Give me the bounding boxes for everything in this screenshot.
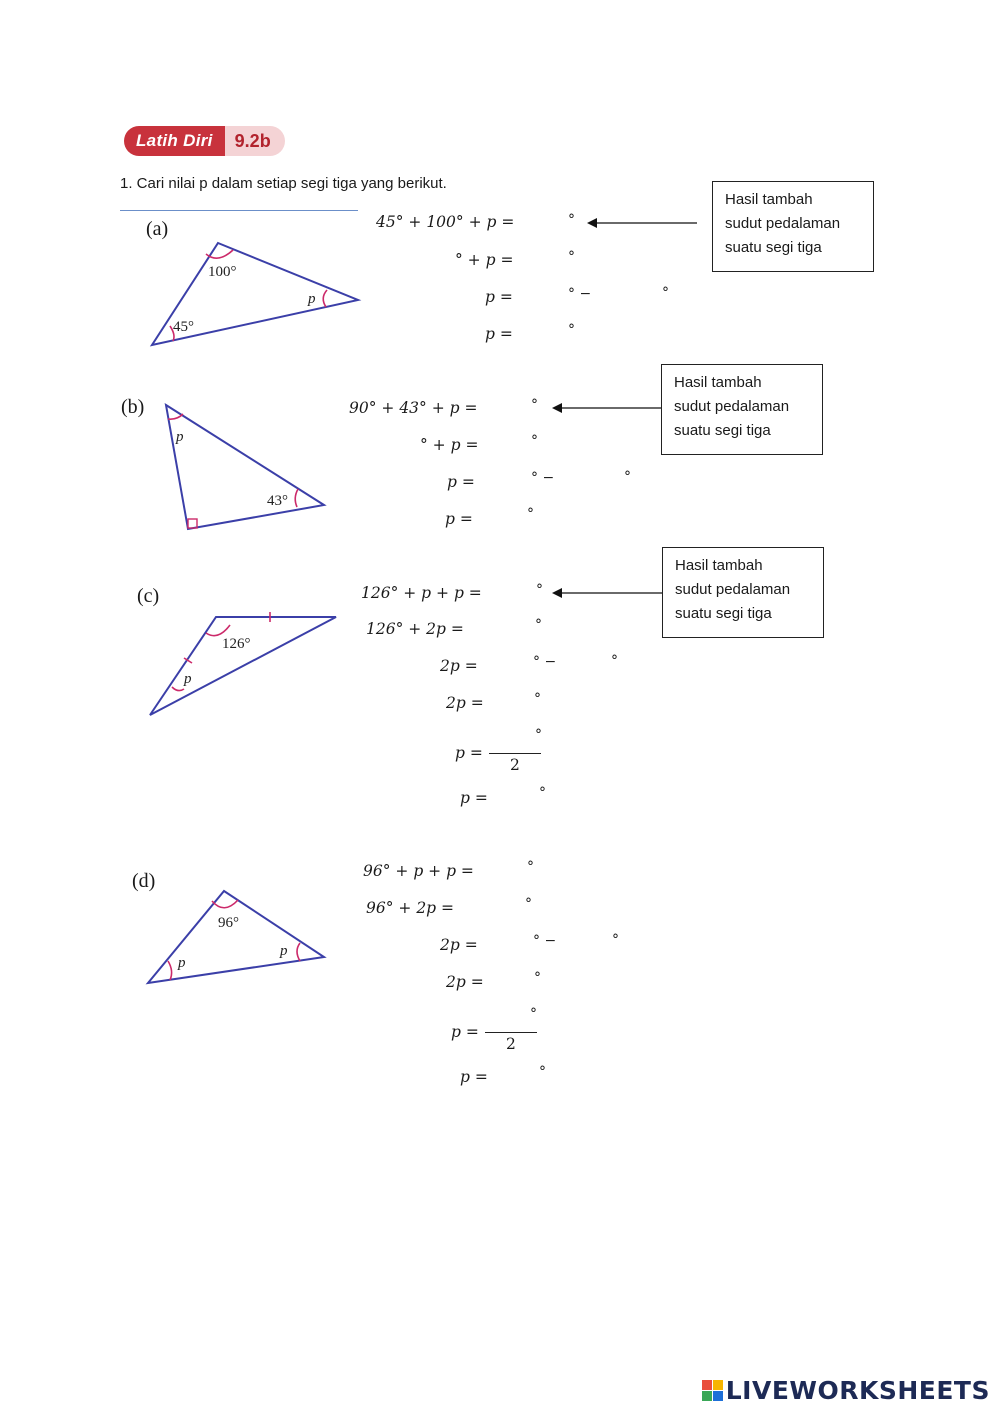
deg-d-4: ° bbox=[534, 970, 541, 986]
eq-b-3: p = bbox=[447, 473, 475, 491]
eq-b-1: 90° + 43° + p = bbox=[349, 399, 478, 417]
angle-d-left: p bbox=[178, 955, 186, 971]
liveworksheets-logo[interactable] bbox=[702, 1376, 990, 1405]
label-c: (c) bbox=[137, 585, 160, 607]
minus-a-3: ° − bbox=[568, 286, 592, 302]
deg-b-3b: ° bbox=[624, 469, 631, 485]
liveworksheets-icon bbox=[702, 1380, 723, 1401]
note-box-a bbox=[712, 181, 874, 272]
angle-d-right: p bbox=[280, 943, 288, 959]
note-b-line-2: sudut pedalaman bbox=[674, 398, 790, 415]
angle-a-top: 100° bbox=[208, 264, 237, 280]
deg-c-1: ° bbox=[536, 582, 543, 598]
angle-b-right: 43° bbox=[267, 493, 288, 509]
angle-c-top: 126° bbox=[222, 636, 251, 652]
triangle-b bbox=[150, 395, 340, 535]
eq-d-2: 96° + 2p = bbox=[366, 899, 455, 917]
eq-c-5: p = bbox=[455, 744, 483, 762]
note-box-c bbox=[662, 547, 824, 638]
minus-c-3: ° − bbox=[533, 654, 557, 670]
deg-d-5: ° bbox=[530, 1006, 537, 1022]
eq-d-1: 96° + p + p = bbox=[363, 862, 474, 880]
eq-c-3: 2p = bbox=[440, 657, 478, 675]
deg-c-3b: ° bbox=[611, 653, 618, 669]
brand-text: LIVEWORKSHEETS bbox=[725, 1376, 990, 1405]
deg-a-1: ° bbox=[568, 212, 575, 228]
arrow-c bbox=[550, 584, 663, 602]
deg-c-5: ° bbox=[535, 727, 542, 743]
instruction-text: 1. Cari nilai p dalam setiap segi tiga yang berikut. bbox=[120, 175, 447, 192]
exercise-badge bbox=[124, 126, 296, 156]
eq-c-1: 126° + p + p = bbox=[361, 584, 482, 602]
triangle-d bbox=[140, 885, 335, 990]
minus-b-3: ° − bbox=[531, 470, 555, 486]
angle-d-top: 96° bbox=[218, 915, 239, 931]
deg-d-3b: ° bbox=[612, 932, 619, 948]
eq-b-2: ° + p = bbox=[420, 436, 479, 454]
note-box-b bbox=[661, 364, 823, 455]
deg-b-2: ° bbox=[531, 433, 538, 449]
badge-number: 9.2b bbox=[225, 126, 285, 156]
fraction-bar-c bbox=[489, 753, 541, 754]
note-c-line-1: Hasil tambah bbox=[675, 557, 763, 574]
eq-d-4: 2p = bbox=[446, 973, 484, 991]
label-d: (d) bbox=[132, 870, 156, 892]
note-c-line-2: sudut pedalaman bbox=[675, 581, 791, 598]
eq-c-4: 2p = bbox=[446, 694, 484, 712]
deg-d-1: ° bbox=[527, 859, 534, 875]
angle-a-right: p bbox=[308, 291, 316, 307]
note-a-line-3: suatu segi tiga bbox=[725, 239, 822, 256]
label-a: (a) bbox=[146, 218, 169, 240]
arrow-b bbox=[550, 399, 663, 417]
angle-b-top: p bbox=[176, 429, 184, 445]
eq-d-6: p = bbox=[460, 1068, 488, 1086]
deg-d-2: ° bbox=[525, 896, 532, 912]
denominator-c: 2 bbox=[510, 756, 520, 774]
deg-a-4: ° bbox=[568, 322, 575, 338]
deg-d-6: ° bbox=[539, 1064, 546, 1080]
eq-a-2: ° + p = bbox=[455, 251, 514, 269]
denominator-d: 2 bbox=[506, 1035, 516, 1053]
note-a-line-1: Hasil tambah bbox=[725, 191, 813, 208]
note-a-line-2: sudut pedalaman bbox=[725, 215, 841, 232]
divider-line bbox=[120, 210, 358, 211]
arrow-a bbox=[585, 214, 700, 232]
note-b-line-3: suatu segi tiga bbox=[674, 422, 771, 439]
label-b: (b) bbox=[121, 396, 145, 418]
deg-c-4: ° bbox=[534, 691, 541, 707]
triangle-c bbox=[140, 605, 345, 725]
note-c-line-3: suatu segi tiga bbox=[675, 605, 772, 622]
eq-b-4: p = bbox=[445, 510, 473, 528]
deg-b-4: ° bbox=[527, 506, 534, 522]
note-b-line-1: Hasil tambah bbox=[674, 374, 762, 391]
minus-d-3: ° − bbox=[533, 933, 557, 949]
eq-a-3: p = bbox=[485, 288, 513, 306]
deg-a-3b: ° bbox=[662, 285, 669, 301]
deg-b-1: ° bbox=[531, 397, 538, 413]
eq-d-3: 2p = bbox=[440, 936, 478, 954]
eq-d-5: p = bbox=[451, 1023, 479, 1041]
deg-c-6: ° bbox=[539, 785, 546, 801]
angle-c-left: p bbox=[184, 671, 192, 687]
angle-a-left: 45° bbox=[173, 319, 194, 335]
deg-a-2: ° bbox=[568, 249, 575, 265]
eq-a-4: p = bbox=[485, 325, 513, 343]
triangle-a bbox=[140, 230, 370, 355]
eq-c-6: p = bbox=[460, 789, 488, 807]
deg-c-2: ° bbox=[535, 617, 542, 633]
fraction-bar-d bbox=[485, 1032, 537, 1033]
eq-a-1: 45° + 100° + p = bbox=[376, 213, 515, 231]
badge-label: Latih Diri bbox=[124, 126, 225, 156]
eq-c-2: 126° + 2p = bbox=[366, 620, 464, 638]
